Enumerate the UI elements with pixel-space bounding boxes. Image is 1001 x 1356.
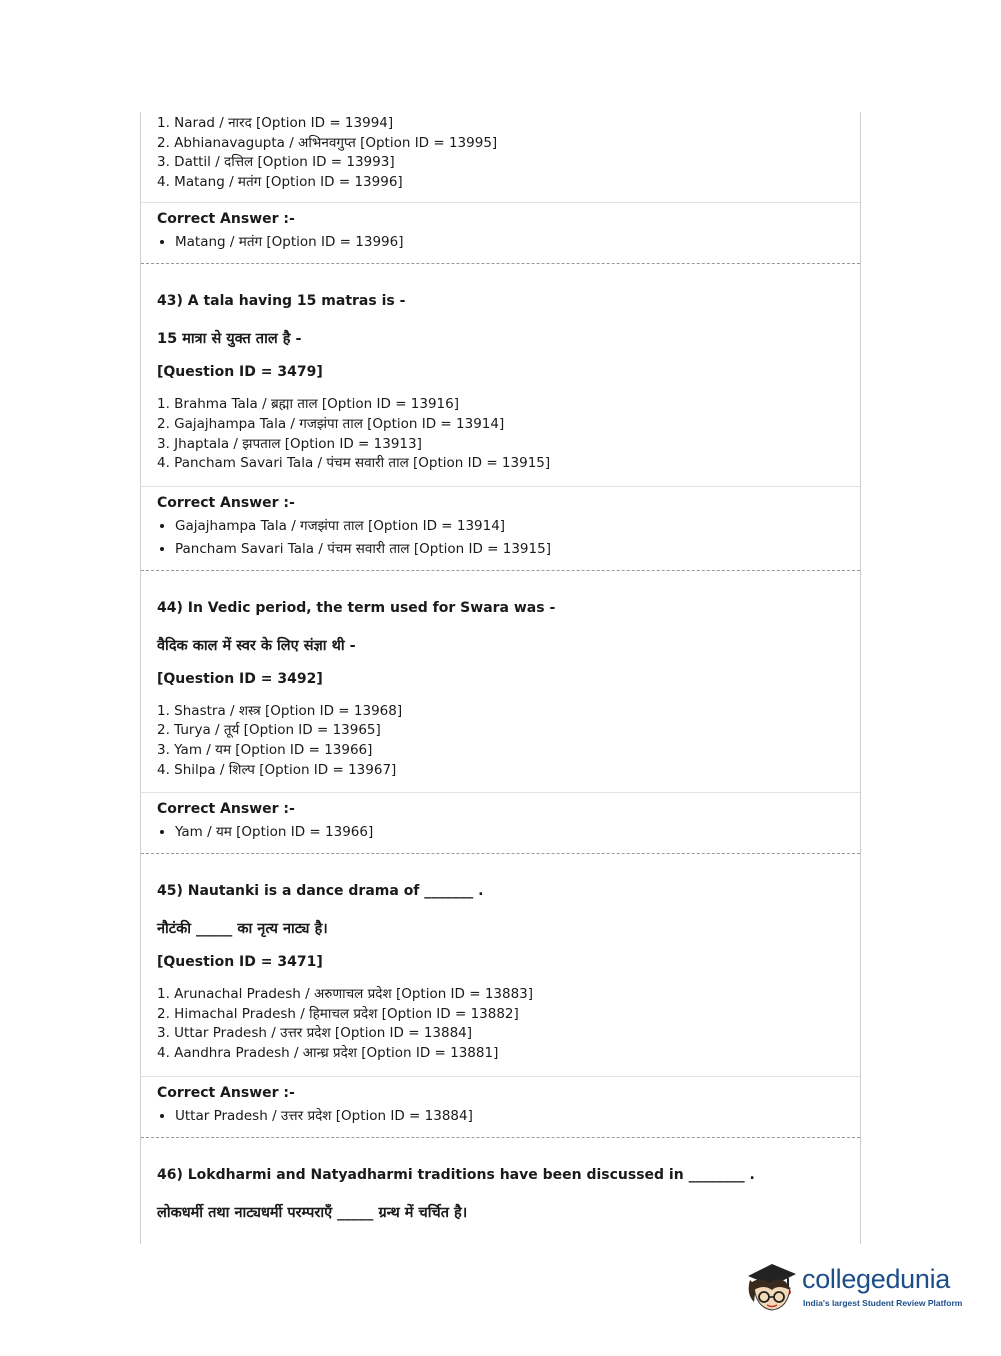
answer-item: • Uttar Pradesh / उत्तर प्रदेश [Option ID = 13884] [175, 1105, 844, 1128]
question-id: [Question ID = 3479] [157, 364, 323, 381]
question-45-correct-answer [141, 1076, 860, 1138]
question-hindi: 15 मात्रा से युक्त ताल है - [157, 331, 302, 348]
question-hindi: वैदिक काल में स्वर के लिए संज्ञा थी - [157, 637, 356, 654]
correct-answer-label: Correct Answer :- [157, 1084, 295, 1101]
question-hindi: लोकधर्मी तथा नाट्यधर्मी परम्पराएँ _____ ग्रन्थ में चर्चित है। [157, 1204, 468, 1221]
answer-item: • Matang / मतंग [Option ID = 13996] [175, 231, 844, 254]
question-42-options [141, 112, 860, 202]
option-item: 1. Arunachal Pradesh / अरुणाचल प्रदेश [Option ID = 13883] [157, 986, 534, 1003]
mascot-icon [742, 1250, 804, 1320]
correct-answer-label: Correct Answer :- [157, 494, 295, 511]
collegedunia-logo [742, 1250, 972, 1320]
option-item: 4. Aandhra Pradesh / आन्ध्र प्रदेश [Option ID = 13881] [157, 1044, 499, 1061]
answer-item: • Gajajhampa Tala / गजझंपा ताल [Option ID = 13914] [175, 515, 844, 538]
answer-item: • Yam / यम [Option ID = 13966] [175, 821, 844, 844]
option-item: 2. Abhianavagupta / अभिनवगुप्त [Option ID = 13995] [157, 134, 498, 151]
question-42-correct-answer [141, 202, 860, 264]
option-item: 1. Shastra / शस्त्र [Option ID = 13968] [157, 702, 403, 719]
question-title: 45) Nautanki is a dance drama of _______ . [157, 883, 484, 900]
logo-wordmark: collegedunia [802, 1264, 951, 1294]
question-title: 46) Lokdharmi and Natyadharmi traditions have been discussed in ________ . [157, 1166, 755, 1183]
question-43 [141, 264, 860, 485]
correct-answer-label: Correct Answer :- [157, 801, 295, 818]
question-46 [141, 1138, 860, 1245]
option-item: 1. Narad / नारद [Option ID = 13994] [157, 115, 394, 131]
question-45 [141, 854, 860, 1075]
option-item: 3. Jhaptala / झपताल [Option ID = 13913] [157, 435, 422, 452]
option-item: 2. Gajajhampa Tala / गजझंपा ताल [Option ID = 13914] [157, 415, 505, 432]
answer-item: • Pancham Savari Tala / पंचम सवारी ताल [Option ID = 13915] [175, 538, 844, 561]
question-title: 44) In Vedic period, the term used for Swara was - [157, 599, 556, 616]
option-item: 2. Turya / तूर्य [Option ID = 13965] [157, 722, 381, 739]
logo-tagline: India's largest Student Review Platform [803, 1298, 963, 1308]
document-page [140, 112, 861, 1244]
option-item: 4. Matang / मतंग [Option ID = 13996] [157, 173, 403, 190]
option-item: 4. Pancham Savari Tala / पंचम सवारी ताल [Option ID = 13915] [157, 455, 551, 472]
option-item: 3. Dattil / दत्तिल [Option ID = 13993] [157, 154, 395, 171]
option-item: 3. Yam / यम [Option ID = 13966] [157, 741, 373, 758]
question-43-correct-answer [141, 486, 860, 571]
question-44 [141, 571, 860, 792]
correct-answer-label: Correct Answer :- [157, 211, 295, 228]
question-title: 43) A tala having 15 matras is - [157, 293, 406, 310]
question-44-correct-answer [141, 792, 860, 854]
question-id: [Question ID = 3492] [157, 670, 323, 687]
option-item: 3. Uttar Pradesh / उत्तर प्रदेश [Option ID = 13884] [157, 1025, 473, 1042]
option-item: 2. Himachal Pradesh / हिमाचल प्रदेश [Option ID = 13882] [157, 1005, 519, 1022]
question-hindi: नौटंकी _____ का नृत्य नाट्य है। [157, 921, 328, 938]
question-id: [Question ID = 3471] [157, 954, 323, 971]
option-item: 1. Brahma Tala / ब्रह्मा ताल [Option ID = 13916] [157, 396, 460, 413]
option-item: 4. Shilpa / शिल्प [Option ID = 13967] [157, 761, 397, 778]
